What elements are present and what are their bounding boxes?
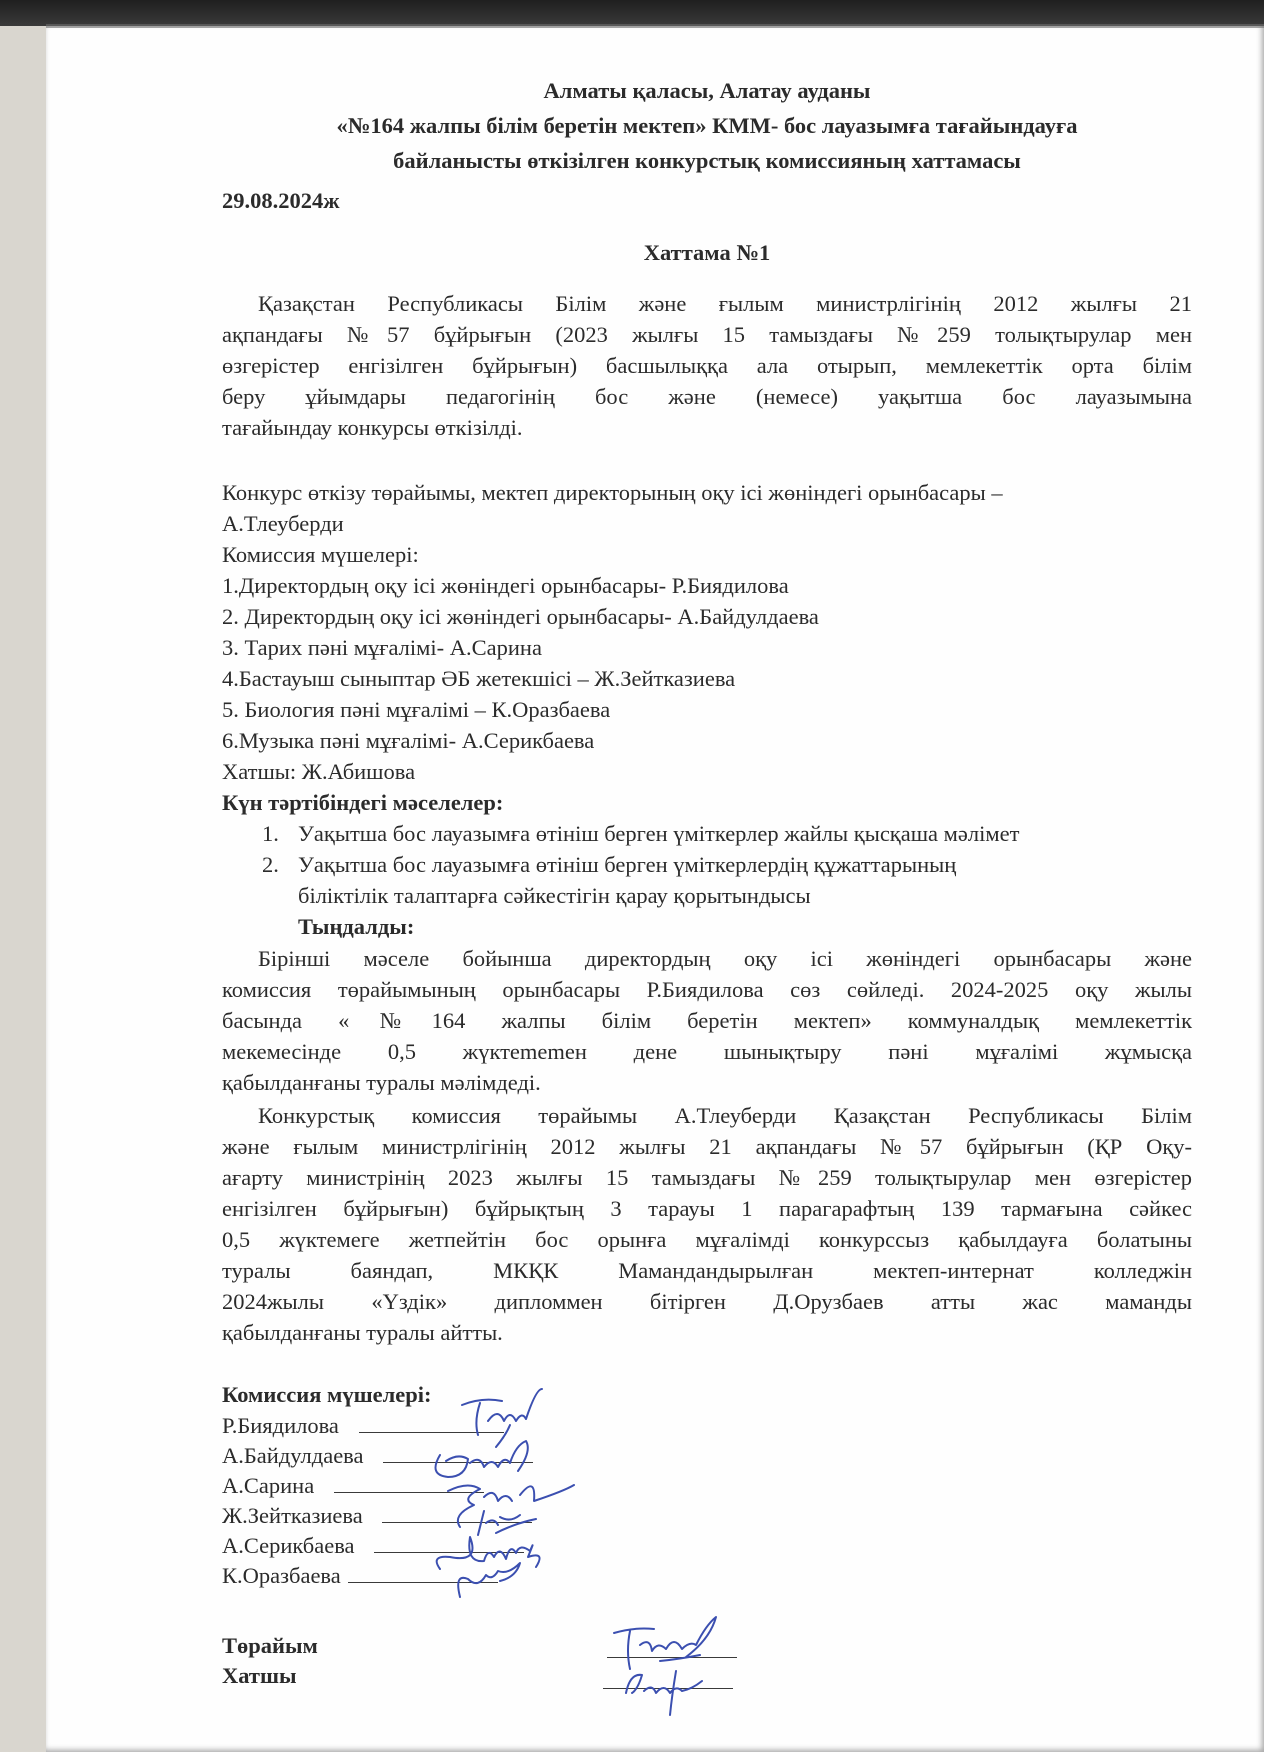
agenda-item-continued: біліктілік талаптарға сәйкестігін қарау қорытындысы: [298, 883, 811, 908]
intro-paragraph: [222, 288, 1192, 443]
agenda-item-number: 1.: [262, 821, 279, 846]
signatory-name: А.Байдулдаева: [222, 1443, 364, 1468]
member-item: 1.Директордың оқу ісі жөніндегі орынбасары- Р.Биядилова: [222, 573, 789, 598]
document-date: 29.08.2024ж: [222, 188, 340, 213]
header-location: Алматы қаласы, Алатау ауданы: [543, 78, 871, 103]
chair-signature-label: Төрайым: [222, 1633, 318, 1658]
paragraph-line: 2024жылы «Үздік» дипломмен бітірген Д.Орузбаев атты жас маманды: [222, 1289, 1192, 1314]
header-school: «№164 жалпы білім беретін мектеп» КММ- бос лауазымға тағайындауға: [336, 113, 1078, 138]
secretary-signature-label: Хатшы: [222, 1663, 297, 1688]
heard-paragraph-2: [222, 1100, 1192, 1348]
intro-line: Қазақстан Республикасы Білім және ғылым министрлігінің 2012 жылғы 21: [258, 291, 1192, 316]
member-item: 2. Директордың оқу ісі жөніндегі орынбасары- А.Байдулдаева: [222, 604, 819, 629]
member-item: 5. Биология пәні мұғалімі – К.Оразбаева: [222, 697, 611, 722]
agenda-item: Уақытша бос лауазымға өтініш берген үміткерлер жайлы қысқаша мәлімет: [298, 821, 1020, 846]
paragraph-line: 0,5 жүктемеге жетпейтін бос орынға мұғалімді конкурссыз қабылдауға болатыны: [222, 1227, 1192, 1252]
agenda-heading: Күн тәртібіндегі мәселелер:: [222, 790, 504, 815]
secretary-line: Хатшы: Ж.Абишова: [222, 759, 416, 784]
member-item: 3. Тарих пәні мұғалімі- А.Сарина: [222, 635, 542, 660]
paragraph-line: мекемесінде 0,5 жүктememен дене шынықтыру пәні мұғалімі жұмысқа: [222, 1039, 1192, 1064]
intro-line: өзгерістер енгізілген бұйрығын) басшылыққа ала отырып, мемлекеттік орта білім: [222, 353, 1192, 378]
intro-line: ақпандағы №57 бұйрығын (2023 жылғы 15 тамыздағы №259 толықтырулар мен: [222, 322, 1192, 347]
handwritten-signatures-icon: [400, 1385, 640, 1615]
member-item: 4.Бастауыш сыныптар ӘБ жетекшісі – Ж.Зейтказиева: [222, 666, 736, 691]
paragraph-line: енгізілген бұйрығын) бұйрықтың 3 тарауы 1 парагарафтың 139 тармағына сәйкес: [222, 1196, 1192, 1221]
paragraph-line: басында «№164 жалпы білім беретін мектеп» коммуналдық мемлекеттік: [222, 1008, 1192, 1033]
signatory-name: Р.Биядилова: [222, 1413, 339, 1438]
intro-line: тағайындау конкурсы өткізілді.: [222, 415, 523, 440]
agenda-item: Уақытша бос лауазымға өтініш берген үміткерлердің құжаттарының: [298, 852, 957, 877]
paragraph-line: Бірінші мәселе бойынша директордың оқу ісі жөніндегі орынбасары және: [258, 946, 1192, 971]
paragraph-line: туралы баяндап, МКҚК Мамандандырылған мектеп-интернат колледжін: [222, 1258, 1192, 1283]
header-subject: байланысты өткізілген конкурстық комиссияның хаттамасы: [393, 148, 1021, 173]
member-item: 6.Музыка пәні мұғалімі- А.Серикбаева: [222, 728, 595, 753]
page-edge-shadow: [46, 24, 1264, 28]
signatory-name: Ж.Зейтказиева: [222, 1503, 363, 1528]
protocol-title: Хаттама №1: [643, 240, 771, 265]
chair-secretary-signatures-icon: [600, 1615, 760, 1725]
paragraph-line: комиссия төрайымының орынбасары Р.Биядилова сөз сөйледі. 2024-2025 оқу жылы: [222, 977, 1192, 1002]
chair-line: Конкурс өткізу төрайымы, мектеп директорының оқу ісі жөніндегі орынбасары –: [222, 480, 1003, 505]
paragraph-line: Конкурстық комиссия төрайымы А.Тлеуберди Қазақстан Республикасы Білім: [258, 1103, 1192, 1128]
heard-heading: Тыңдалды:: [298, 914, 415, 939]
scan-top-border: [0, 0, 1264, 26]
paragraph-line: қабылданғаны туралы мәлімдеді.: [222, 1070, 541, 1095]
paragraph-line: қабылданғаны туралы айтты.: [222, 1320, 503, 1345]
chair-name: А.Тлеуберди: [222, 511, 344, 536]
heard-paragraph-1: [222, 943, 1192, 1098]
intro-line: беру ұйымдары педагогінің бос және (немесе) уақытша бос лауазымына: [222, 384, 1192, 409]
agenda-item-number: 2.: [262, 852, 279, 877]
signatory-name: А.Сарина: [222, 1473, 315, 1498]
signatory-name: А.Серикбаева: [222, 1533, 355, 1558]
signatures-heading: Комиссия мүшелері:: [222, 1382, 432, 1407]
members-heading: Комиссия мүшелері:: [222, 542, 419, 567]
paragraph-line: ағарту министрінің 2023 жылғы 15 тамыздағы №259 толықтырулар мен өзгерістер: [222, 1165, 1192, 1190]
signatory-name: К.Оразбаева: [222, 1563, 341, 1588]
paragraph-line: және ғылым министрлігінің 2012 жылғы 21 ақпандағы №57 бұйрығын (ҚР Оқу-: [222, 1134, 1192, 1159]
